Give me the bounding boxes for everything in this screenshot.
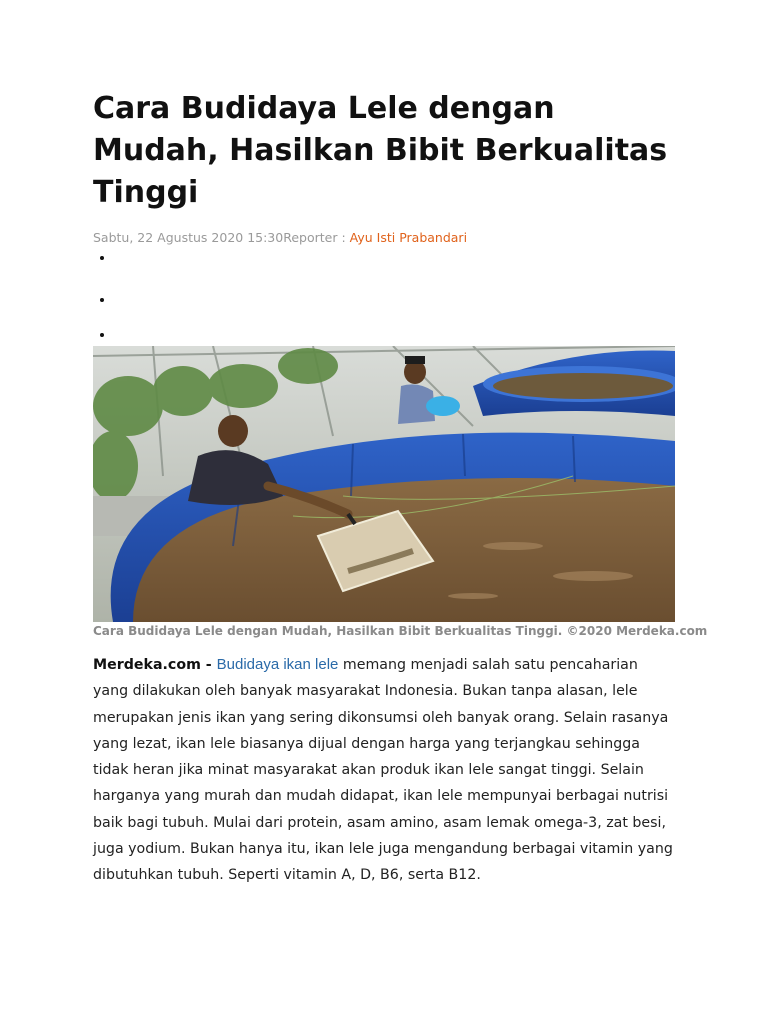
- article-photo: [93, 346, 675, 622]
- share-list: [93, 249, 677, 352]
- photo-caption: Cara Budidaya Lele dengan Mudah, Hasilkan Bibit Berkualitas Tinggi. ©2020 Merdeka.com: [93, 624, 708, 638]
- article-headline: Cara Budidaya Lele dengan Mudah, Hasilkan Bibit Berkualitas Tinggi: [93, 91, 668, 210]
- source-label: Merdeka.com -: [93, 657, 217, 673]
- reporter-label: Reporter :: [283, 230, 350, 245]
- article: [93, 88, 708, 884]
- fish-farm-illustration: [93, 346, 675, 622]
- publish-date: Sabtu, 22 Agustus 2020 15:30: [93, 230, 284, 245]
- topic-link[interactable]: Budidaya ikan lele: [216, 656, 339, 673]
- share-item[interactable]: [115, 283, 677, 318]
- article-meta: [93, 229, 677, 247]
- author-link[interactable]: Ayu Isti Prabandari: [349, 230, 468, 245]
- body-text: memang menjadi salah satu pencaharian yang dilakukan oleh banyak masyarakat Indonesia. Bukan tanpa alasan, lele merupakan jenis ikan yang sering dikonsumsi oleh banyak orang. Selain rasanya yang lezat, ikan lele biasanya dijual dengan harga yang terjangkau sehingga tidak heran jika minat masyarakat akan produk ikan lele sangat tinggi. Selain harganya yang murah dan mudah didapat, ikan lele mempunyai berbagai nutrisi baik bagi tubuh. Mulai dari protein, asam amino, asam lemak omega-3, zat besi, juga yodium. Bukan hanya itu, ikan lele juga mengandung berbagai vitamin yang dibutuhkan tubuh. Seperti vitamin A, D, B6, serta B12.: [93, 657, 673, 884]
- article-body: [93, 652, 677, 889]
- share-item[interactable]: [115, 249, 677, 267]
